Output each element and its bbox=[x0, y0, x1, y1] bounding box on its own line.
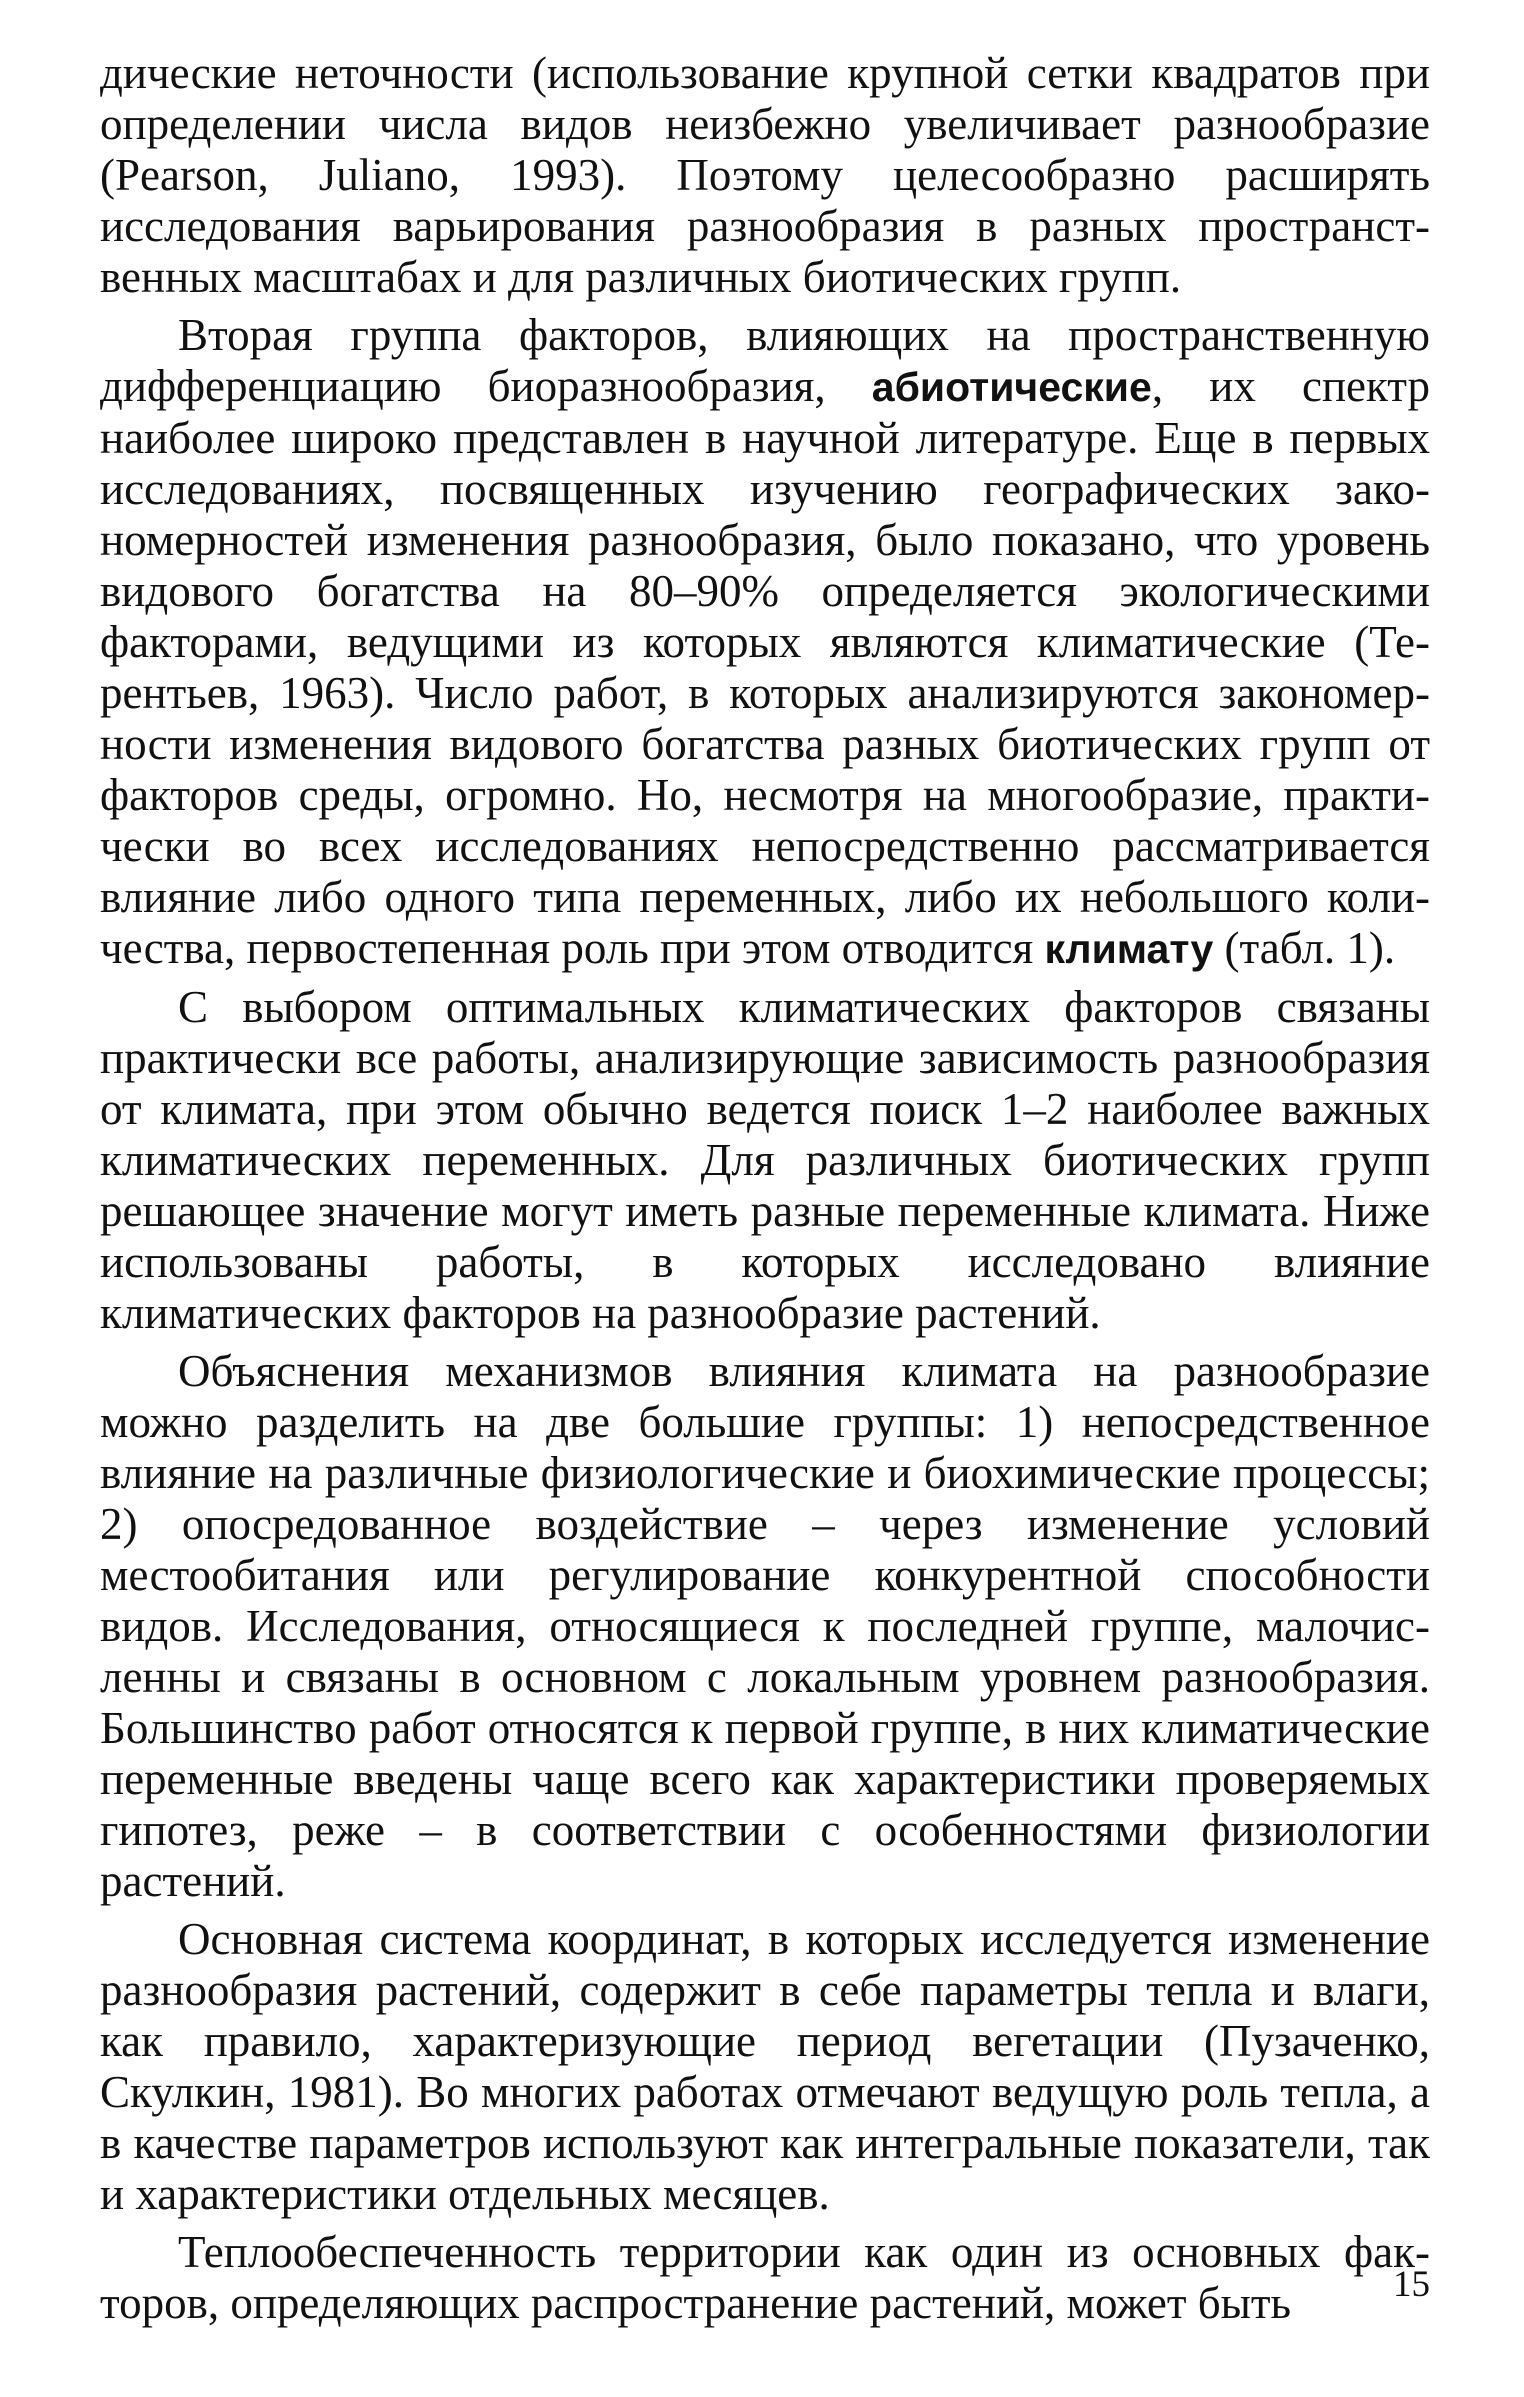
paragraph-3-text: С выбором оптимальных климатических факторов связаны практически все работы, анализирующие зависимость разнообразия от климата, при этом обычно ведется поиск 1–2 наиболее важных климатических переменных. Для различных биотических групп решающее значение могут иметь разные переменные климата. Ниже использованы работы, в которых исследовано влияние климатических факторов на разнообразие растений. bbox=[100, 982, 1430, 1338]
paragraph-5 bbox=[100, 1914, 1430, 2220]
page-body bbox=[100, 48, 1430, 2336]
paragraph-2-text-end: (табл. 1). bbox=[1213, 923, 1396, 973]
paragraph-4 bbox=[100, 1346, 1430, 1907]
paragraph-4-text: Объяснения механизмов влияния климата на разнообразие можно разделить на две большие группы: 1) непосредственное влияние на различные физиологические и биохимические процессы; 2) опосредованное воздействие – через изменение условий местообитания или регулирование конкурентной способности видов. Исследования, относящиеся к последней группе, малочисленны и связаны в основном с локальным уровнем разнообразия. Большинство работ относятся к первой группе, в них климатические переменные введены чаще всего как характеристики проверяемых гипотез, реже – в соответствии с особенностями физиологии растений. bbox=[100, 1346, 1430, 1906]
paragraph-6 bbox=[100, 2227, 1430, 2329]
paragraph-2 bbox=[100, 310, 1430, 975]
paragraph-5-text: Основная система координат, в которых исследуется изменение разнообразия растений, содержит в себе параметры тепла и влаги, как правило, характеризующие период вегетации (Пузаченко, Скулкин, 1981). Во многих работах отмечают ведущую роль тепла, а в качестве параметров используют как интегральные показатели, так и характеристики отдельных месяцев. bbox=[100, 1914, 1430, 2219]
paragraph-3 bbox=[100, 982, 1430, 1339]
paragraph-2-text-start: Вторая группа факторов, влияющих на пространственную дифференциацию биоразнообразия, bbox=[100, 310, 1430, 411]
paragraph-2-text-middle: , их спектр наиболее широко представлен в научной литературе. Еще в первых исследованиях, посвященных изучению географических закономерностей изменения разнообразия, было показано, что уровень видового богатства на 80–90% определяется экологическими факторами, ведущими из которых являются климатические (Терентьев, 1963). Число работ, в которых анализируются закономерности изменения видового богатства разных биотических групп от факторов среды, огромно. Но, несмотря на многообразие, практически во всех исследованиях непосредственно рассматривается влияние либо одного типа переменных, либо их небольшого количества, первостепенная роль при этом отводится bbox=[100, 361, 1430, 973]
paragraph-1-text: дические неточности (использование крупной сетки квадратов при определении числа видов неизбежно увеличивает разнообразие (Pearson, Juliano, 1993). Поэтому целесообразно расширять исследования варьирования разнообразия в разных пространственных масштабах и для различных биотических групп. bbox=[100, 48, 1430, 302]
emphasis-climate: климату bbox=[1044, 926, 1214, 972]
emphasis-abiotic: абиотические bbox=[871, 364, 1152, 410]
page-number: 15 bbox=[1393, 2264, 1430, 2305]
paragraph-1 bbox=[100, 48, 1430, 303]
paragraph-6-text: Теплообеспеченность территории как один из основных факторов, определяющих распространение растений, может быть bbox=[100, 2227, 1430, 2328]
